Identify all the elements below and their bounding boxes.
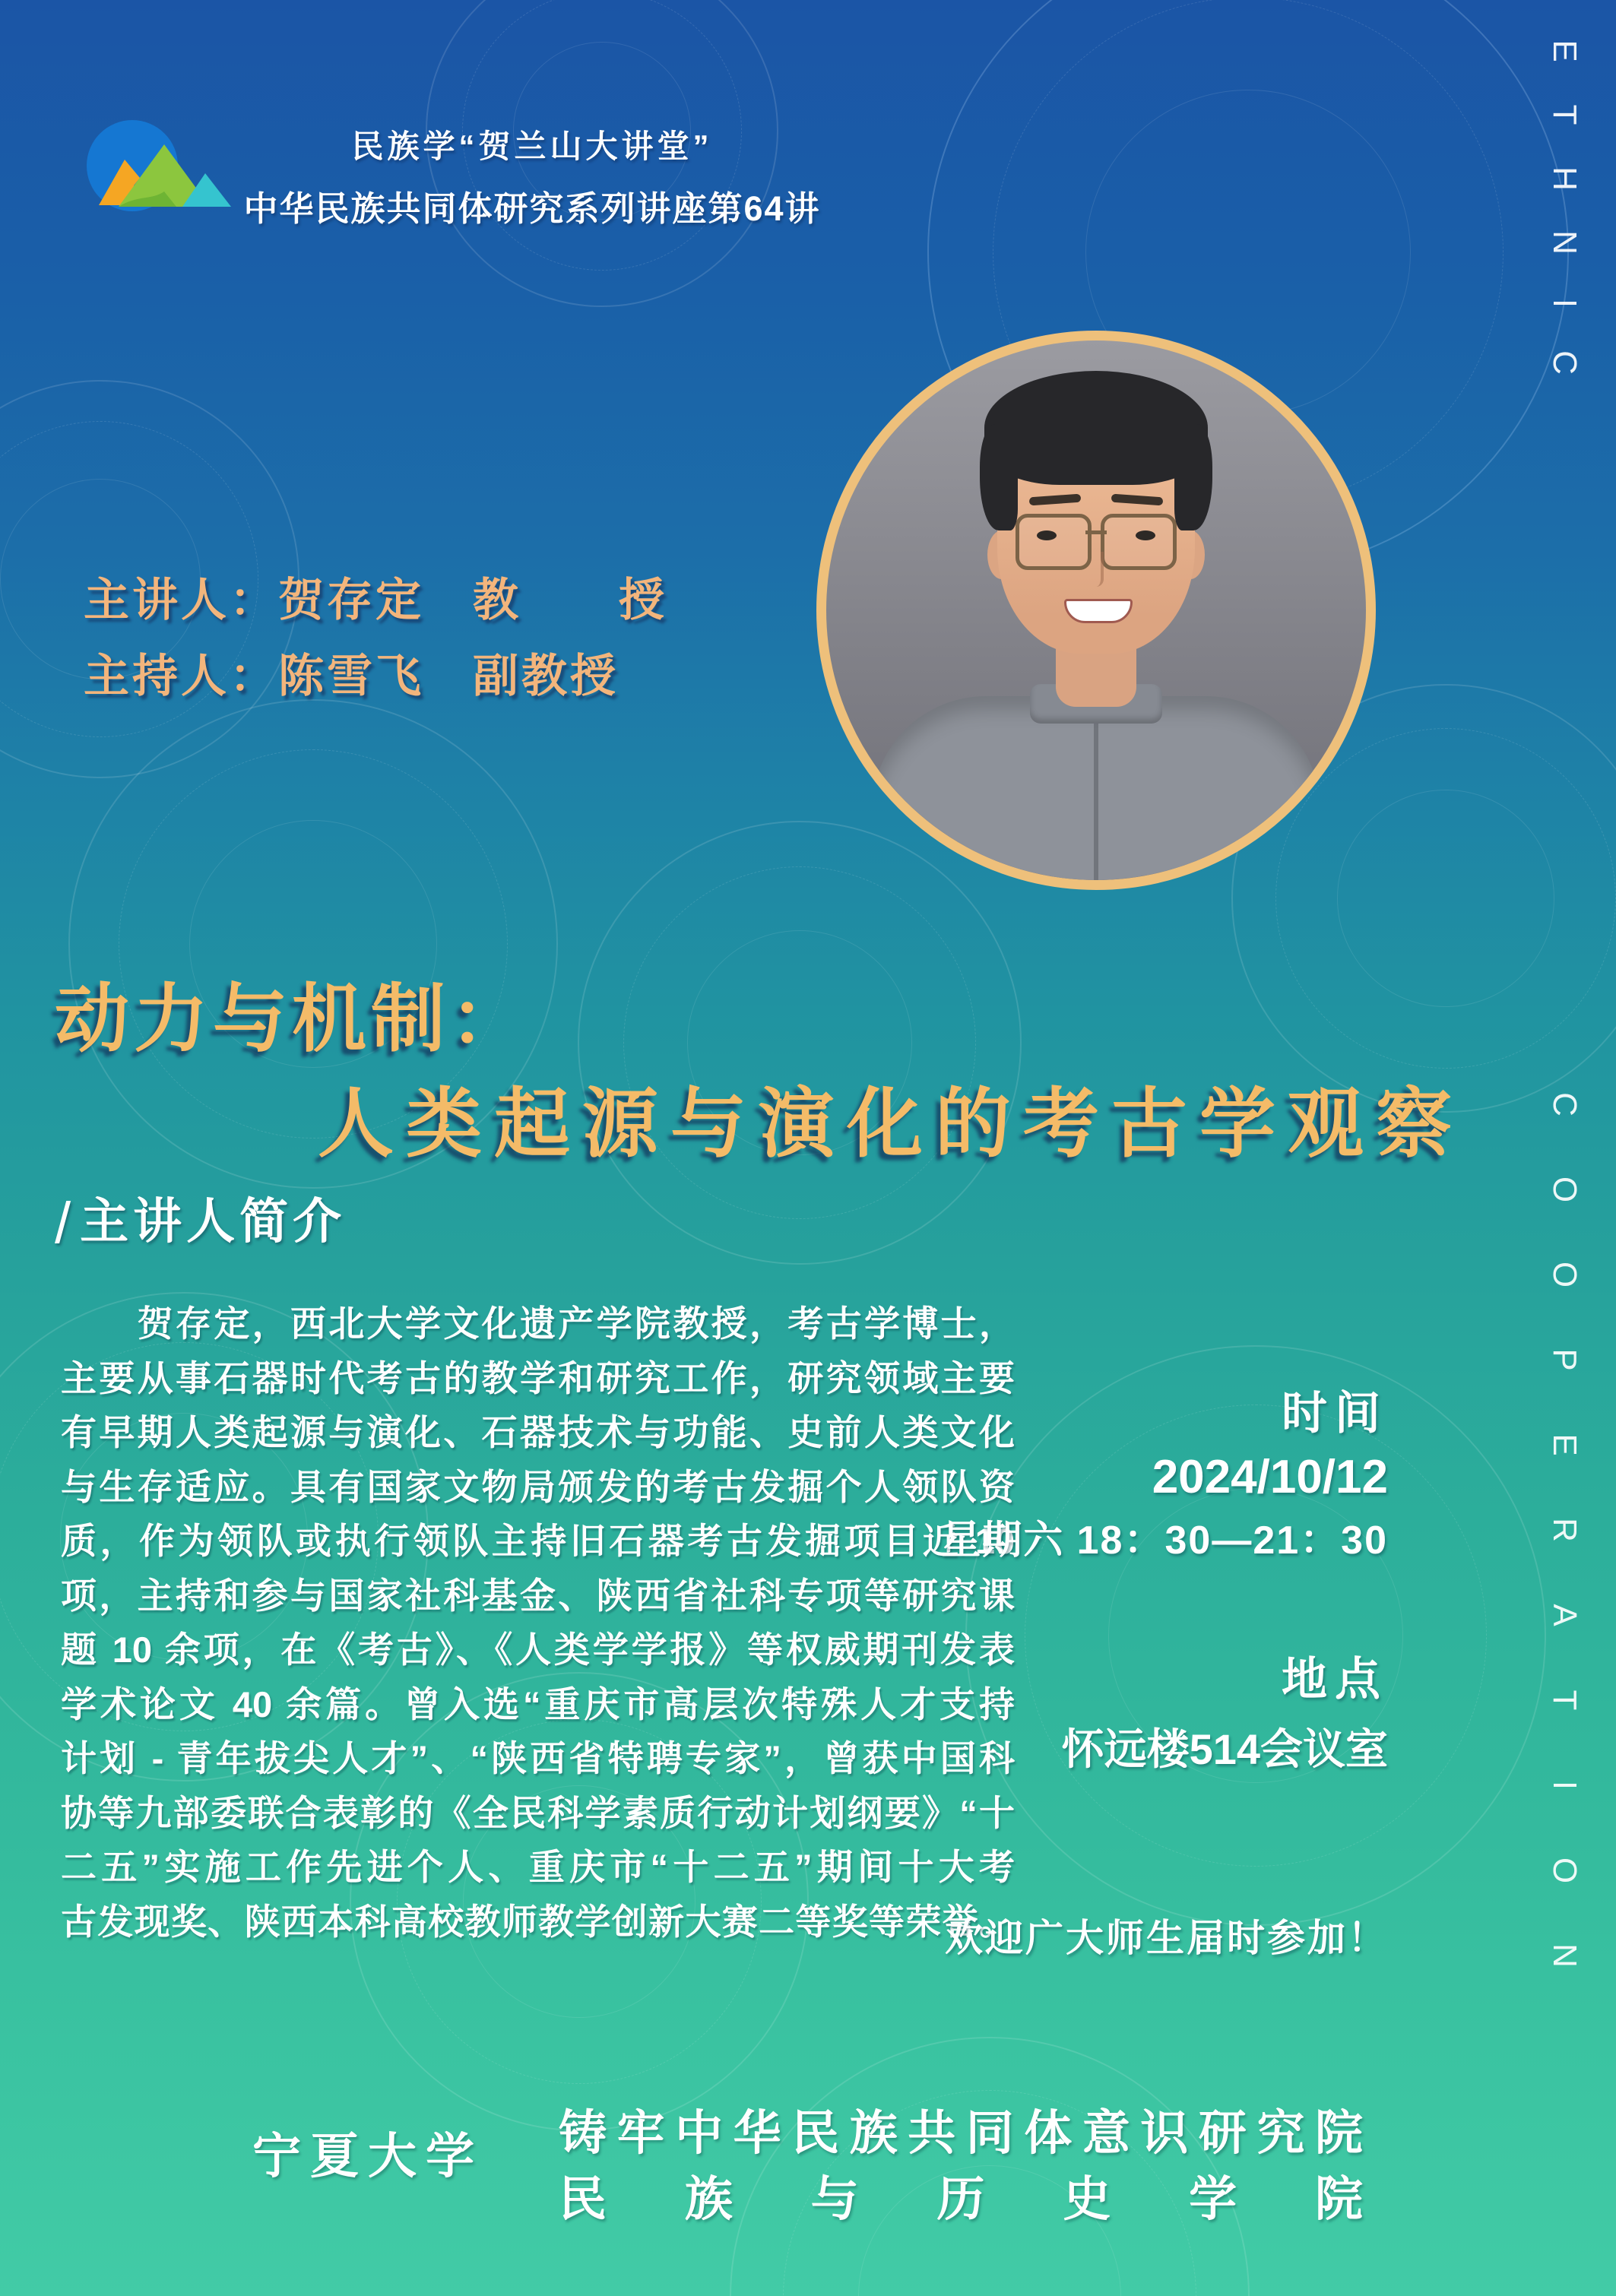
institute-name: 铸牢中华民族共同体意识研究院 [559,2107,1363,2160]
bio-line: 有早期人类起源与演化、石器技术与功能、史前人类文化 [61,1412,1015,1452]
series-subtitle: 中华民族共同体研究系列讲座第64讲 [243,189,821,228]
mandala-ornament [578,821,1022,1265]
edge-letter: N [1546,1943,1583,1968]
edge-letter: A [1546,1604,1583,1626]
edge-letter: H [1546,166,1583,191]
school-name: 民族与历史学院 [559,2173,1363,2226]
bio-line: 计划 - 青年拔尖人才”、“陕西省特聘专家”，曾获中国科 [61,1738,1015,1778]
edge-letter: I [1546,298,1583,309]
time-label: 时间 [1282,1389,1388,1439]
portrait-eyebrow [1111,494,1164,506]
glasses-lens [1101,514,1177,570]
mandala-ornament [965,1345,1546,1926]
bio-line: 主要从事石器时代考古的教学和研究工作，研究领域主要 [61,1357,1015,1398]
bio-line: 项，主持和参与国家社科基金、陕西省社科专项等研究课 [61,1575,1015,1616]
bio-line: 学术论文 40 余篇。曾入选“重庆市高层次特殊人才支持 [61,1683,1015,1724]
intro-heading-text: 主讲人简介 [80,1194,347,1249]
bio-line: 贺存定，西北大学文化遗产学院教授，考古学博士， [61,1303,1015,1344]
series-title: 民族学“贺兰山大讲堂” [351,128,713,164]
edge-letter: O [1546,1857,1583,1884]
bio-line: 协等九部委联合表彰的《全民科学素质行动计划纲要》“十 [61,1792,1015,1833]
bio-line: 与生存适应。具有国家文物局颁发的考古发掘个人领队资 [61,1466,1015,1507]
series-header [182,122,882,230]
speaker-bio [61,1297,1015,1949]
university-name: 宁夏大学 [252,2130,483,2184]
edge-letter: T [1546,104,1583,125]
portrait-nose [1090,552,1104,587]
edge-letter: N [1546,230,1583,255]
portrait-eye [1136,530,1155,540]
edge-letter: O [1546,1261,1583,1288]
lecture-date: 2024/10/12 [1152,1451,1388,1503]
welcome-line: 欢迎广大师生届时参加！ [945,1917,1388,1959]
edge-letter: P [1546,1348,1583,1371]
edge-letter: E [1546,1433,1583,1456]
edge-letter: R [1546,1518,1583,1542]
lecture-venue: 怀远楼514会议室 [1061,1725,1388,1773]
venue-label: 地点 [1282,1655,1388,1705]
intro-section-heading [55,1183,346,1256]
bio-line: 古发现奖、陕西本科高校教师教学创新大赛二等奖等荣誉。 [61,1901,1015,1942]
portrait-hair [984,371,1208,485]
lecture-time: 星期六 18：30—21：30 [941,1519,1388,1563]
bio-line: 题 10 余项，在《考古》、《人类学学报》等权威期刊发表 [61,1629,1015,1670]
host-line: 主持人：陈雪飞 副教授 [84,651,619,701]
glasses-lens [1016,514,1092,570]
edge-letter: O [1546,1176,1583,1203]
portrait-eyebrow [1029,494,1082,506]
portrait-eye [1037,530,1057,540]
bio-line: 质，作为领队或执行领队主持旧石器考古发掘项目近 10 [61,1521,1015,1561]
lecture-title-line1: 动力与机制： [55,979,530,1061]
edge-letter: I [1546,1780,1583,1791]
lecture-title-line2: 人类起源与演化的考古学观察 [318,1082,1464,1167]
edge-letter: E [1546,40,1583,62]
slash-decoration: / [55,1191,76,1256]
bio-line: 二五”实施工作先进个人、重庆市“十二五”期间十大考 [61,1847,1015,1887]
edge-letter: C [1546,1092,1583,1116]
speaker-portrait [816,331,1376,890]
glasses-bridge [1085,530,1107,534]
portrait-mouth [1064,599,1133,623]
lecturer-line: 主讲人：贺存定 教 授 [84,575,667,625]
edge-letter: C [1546,350,1583,375]
edge-letter: T [1546,1690,1583,1711]
portrait-shirt-placket [1094,720,1098,880]
